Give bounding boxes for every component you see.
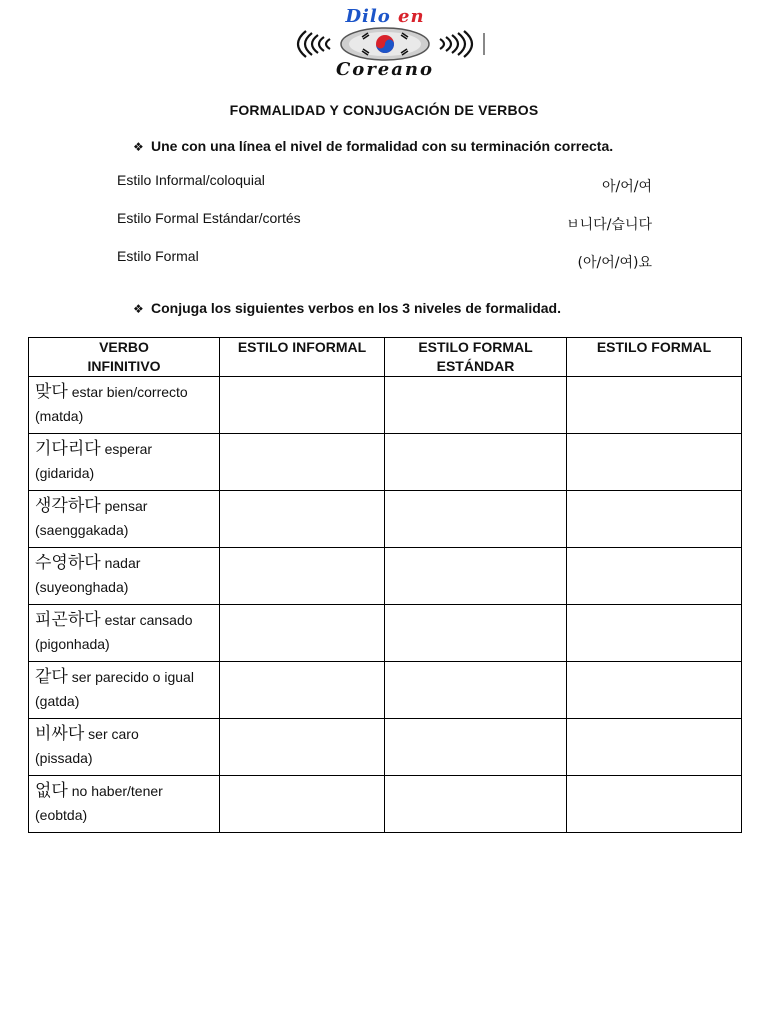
instruction-matching-text: Une con una línea el nivel de formalidad con su terminación correcta. <box>151 138 614 154</box>
answer-cell-informal[interactable] <box>220 605 385 662</box>
verb-romanization: (gidarida) <box>35 465 95 481</box>
taegeuk-sound-waves-icon <box>284 27 486 61</box>
table-row <box>29 377 742 434</box>
answer-cell-formal-standard[interactable] <box>385 605 567 662</box>
verb-cell <box>29 605 220 662</box>
answer-cell-formal[interactable] <box>567 434 742 491</box>
verb-romanization: (eobtda) <box>35 807 88 823</box>
header-informal <box>220 338 385 377</box>
verb-korean: 기다리다 <box>35 439 101 459</box>
answer-cell-formal[interactable] <box>567 719 742 776</box>
table-row <box>29 548 742 605</box>
verb-cell <box>29 491 220 548</box>
verb-cell <box>29 662 220 719</box>
verb-korean: 맞다 <box>35 382 68 402</box>
verb-meaning: estar cansado <box>104 612 193 628</box>
logo-word-dilo: Dilo <box>345 6 391 27</box>
verb-korean: 생각하다 <box>35 496 101 516</box>
logo-text-top <box>310 6 460 28</box>
verb-meaning: no haber/tener <box>71 783 163 799</box>
instruction-conjugation-text: Conjuga los siguientes verbos en los 3 niveles de formalidad. <box>151 300 561 316</box>
table-row <box>29 719 742 776</box>
verb-meaning: nadar <box>104 555 141 571</box>
instruction-conjugation <box>133 300 561 316</box>
answer-cell-informal[interactable] <box>220 377 385 434</box>
answer-cell-formal[interactable] <box>567 662 742 719</box>
verb-romanization: (gatda) <box>35 693 80 709</box>
verb-meaning: esperar <box>104 441 153 457</box>
verb-cell <box>29 719 220 776</box>
verb-romanization: (pigonhada) <box>35 636 110 652</box>
table-row <box>29 776 742 833</box>
header-informal-text: ESTILO INFORMAL <box>237 339 367 355</box>
verb-meaning: ser caro <box>88 726 139 742</box>
answer-cell-formal[interactable] <box>567 605 742 662</box>
logo-text-bottom: Coreano <box>335 59 435 80</box>
header-formal-standard <box>385 338 567 377</box>
answer-cell-formal-standard[interactable] <box>385 434 567 491</box>
answer-cell-formal-standard[interactable] <box>385 491 567 548</box>
answer-cell-formal[interactable] <box>567 377 742 434</box>
header-formal <box>567 338 742 377</box>
answer-cell-informal[interactable] <box>220 719 385 776</box>
header-formal-standard-line2: ESTÁNDAR <box>436 358 515 374</box>
header-formal-standard-line1: ESTILO FORMAL <box>418 339 533 355</box>
bullet-diamond-icon: ❖ <box>133 140 144 154</box>
page-title: FORMALIDAD Y CONJUGACIÓN DE VERBOS <box>229 102 539 118</box>
answer-cell-formal-standard[interactable] <box>385 719 567 776</box>
answer-cell-formal-standard[interactable] <box>385 662 567 719</box>
verb-korean: 비싸다 <box>35 724 85 744</box>
verb-romanization: (saenggakada) <box>35 522 129 538</box>
answer-cell-informal[interactable] <box>220 662 385 719</box>
verb-korean: 없다 <box>35 781 68 801</box>
header-verb-infinitive <box>29 338 220 377</box>
conjugation-table <box>28 337 742 833</box>
answer-cell-formal-standard[interactable] <box>385 377 567 434</box>
bullet-diamond-icon: ❖ <box>133 302 144 316</box>
formality-level-label: Estilo Formal Estándar/cortés <box>117 210 301 226</box>
table-row <box>29 662 742 719</box>
verb-korean: 수영하다 <box>35 553 101 573</box>
verb-ending: ㅂ니다/습니다 <box>566 217 652 233</box>
answer-cell-informal[interactable] <box>220 491 385 548</box>
instruction-matching <box>133 138 613 154</box>
verb-romanization: (matda) <box>35 408 84 424</box>
verb-cell <box>29 377 220 434</box>
verb-ending: (아/어/여)요 <box>577 255 652 271</box>
verb-korean: 같다 <box>35 667 68 687</box>
verb-meaning: estar bien/correcto <box>71 384 188 400</box>
header-verb-line2: INFINITIVO <box>87 358 161 374</box>
verb-ending: 아/어/여 <box>601 179 652 195</box>
answer-cell-formal-standard[interactable] <box>385 548 567 605</box>
table-row <box>29 491 742 548</box>
answer-cell-formal-standard[interactable] <box>385 776 567 833</box>
answer-cell-informal[interactable] <box>220 434 385 491</box>
verb-meaning: pensar <box>104 498 148 514</box>
verb-korean: 피곤하다 <box>35 610 101 630</box>
answer-cell-informal[interactable] <box>220 548 385 605</box>
verb-cell <box>29 548 220 605</box>
dilo-en-coreano-logo <box>280 6 490 82</box>
matching-row <box>117 210 652 232</box>
verb-romanization: (pissada) <box>35 750 93 766</box>
table-row <box>29 605 742 662</box>
verb-romanization: (suyeonghada) <box>35 579 129 595</box>
matching-row <box>117 172 652 194</box>
matching-row <box>117 248 652 270</box>
table-header-row <box>29 338 742 377</box>
logo-word-en: en <box>398 6 425 27</box>
answer-cell-formal[interactable] <box>567 776 742 833</box>
verb-meaning: ser parecido o igual <box>71 669 194 685</box>
verb-cell <box>29 776 220 833</box>
formality-level-label: Estilo Formal <box>117 248 199 264</box>
answer-cell-informal[interactable] <box>220 776 385 833</box>
header-formal-text: ESTILO FORMAL <box>596 339 712 355</box>
header-verb-line1: VERBO <box>99 339 149 355</box>
table-row <box>29 434 742 491</box>
answer-cell-formal[interactable] <box>567 548 742 605</box>
verb-cell <box>29 434 220 491</box>
formality-level-label: Estilo Informal/coloquial <box>117 172 265 188</box>
answer-cell-formal[interactable] <box>567 491 742 548</box>
